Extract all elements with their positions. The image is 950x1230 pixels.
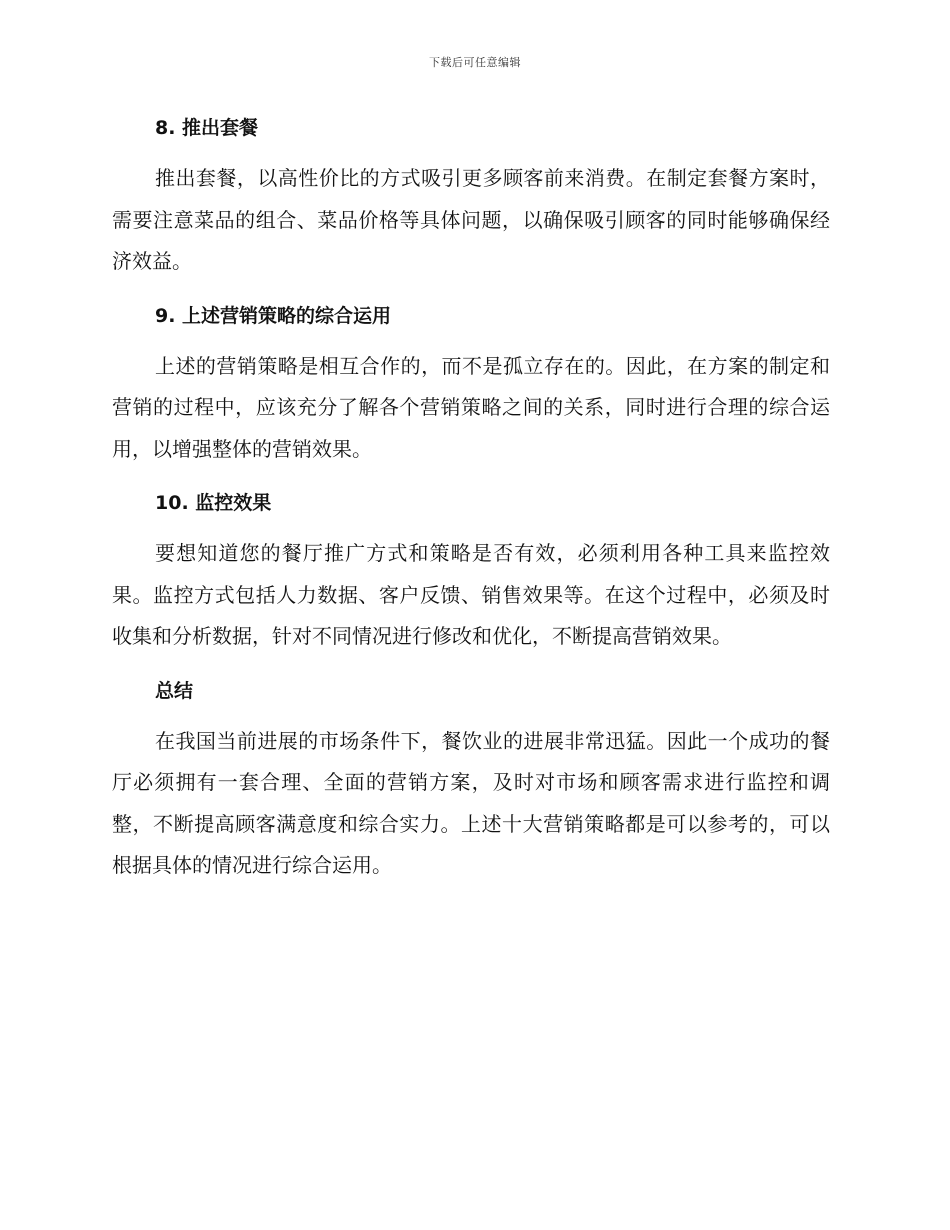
section-heading-9: 9. 上述营销策略的综合运用: [155, 304, 392, 327]
section-heading-10: 10. 监控效果: [155, 492, 272, 514]
section-heading-8: 8. 推出套餐: [155, 117, 259, 139]
section-paragraph-summary: 在我国当前进展的市场条件下，餐饮业的进展非常迅猛。因此一个成功的餐厅必须拥有一套合理、全面的营销方案，及时对市场和顾客需求进行监控和调整，不断提高顾客满意度和综合实力。上述十大营销策略都是可以参考的，可以根据具体的情况进行综合运用。: [112, 728, 830, 877]
document-body: [112, 110, 830, 887]
section-paragraph-9: 上述的营销策略是相互合作的，而不是孤立存在的。因此，在方案的制定和营销的过程中，应该充分了解各个营销策略之间的关系，同时进行合理的综合运用，以增强整体的营销效果。: [112, 353, 830, 461]
page-header-note: 下载后可任意编辑: [429, 56, 521, 69]
section-heading-summary: 总结: [155, 679, 194, 702]
section-paragraph-8: 推出套餐，以高性价比的方式吸引更多顾客前来消费。在制定套餐方案时，需要注意菜品的组合、菜品价格等具体问题，以确保吸引顾客的同时能够确保经济效益。: [112, 166, 830, 273]
section-paragraph-10: 要想知道您的餐厅推广方式和策略是否有效，必须利用各种工具来监控效果。监控方式包括人力数据、客户反馈、销售效果等。在这个过程中，必须及时收集和分析数据，针对不同情况进行修改和优化，不断提高营销效果。: [112, 541, 830, 648]
